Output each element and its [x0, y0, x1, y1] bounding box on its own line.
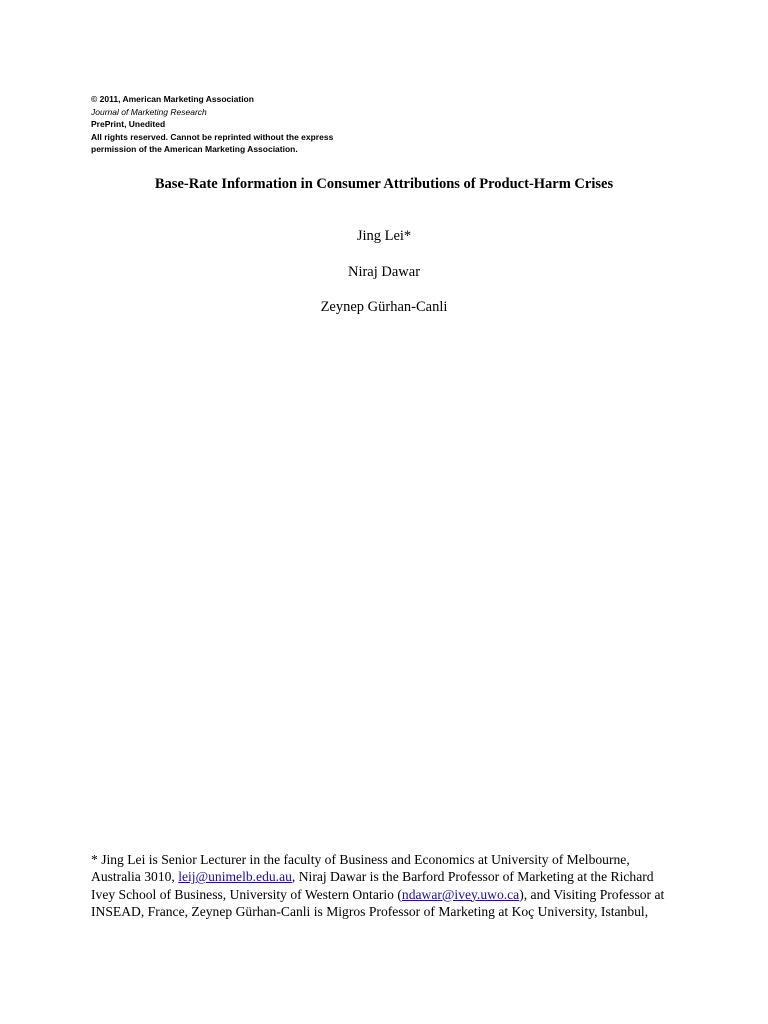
author-1: Jing Lei* — [356, 228, 412, 244]
author-2: Niraj Dawar — [347, 264, 421, 280]
footnote-text: , Niraj Dawar is the Barford Professor of Marketing at the Richard — [291, 869, 654, 885]
rights-line-2: permission of the American Marketing Association. — [91, 144, 298, 155]
footnote-text: Australia 3010, — [91, 869, 179, 885]
footnote-line-1: * Jing Lei is Senior Lecturer in the faculty of Business and Economics at University of Melbourne, — [91, 852, 630, 867]
footnote-text: ), and Visiting Professor at — [519, 886, 665, 902]
footnote-line-4: INSEAD, France, Zeynep Gürhan-Canli is Migros Professor of Marketing at Koç University, Istanbul, — [91, 903, 649, 919]
journal-name: Journal of Marketing Research — [91, 106, 207, 117]
author-footnote — [91, 851, 691, 920]
footnote-line-2 — [91, 868, 691, 885]
email-link-leij[interactable]: leij@unimelb.edu.au — [178, 869, 292, 885]
email-link-ndawar[interactable]: ndawar@ivey.uwo.ca — [401, 886, 520, 902]
footnote-text: Ivey School of Business, University of Western Ontario ( — [91, 886, 402, 902]
copyright-notice — [91, 93, 333, 156]
author-3: Zeynep Gürhan-Canli — [320, 299, 448, 315]
paper-title: Base-Rate Information in Consumer Attributions of Product-Harm Crises — [154, 176, 614, 192]
footnote-line-3 — [91, 886, 691, 903]
preprint-status: PrePrint, Unedited — [91, 119, 166, 130]
rights-line-1: All rights reserved. Cannot be reprinted without the express — [91, 131, 334, 142]
copyright-line: © 2011, American Marketing Association — [91, 94, 254, 104]
